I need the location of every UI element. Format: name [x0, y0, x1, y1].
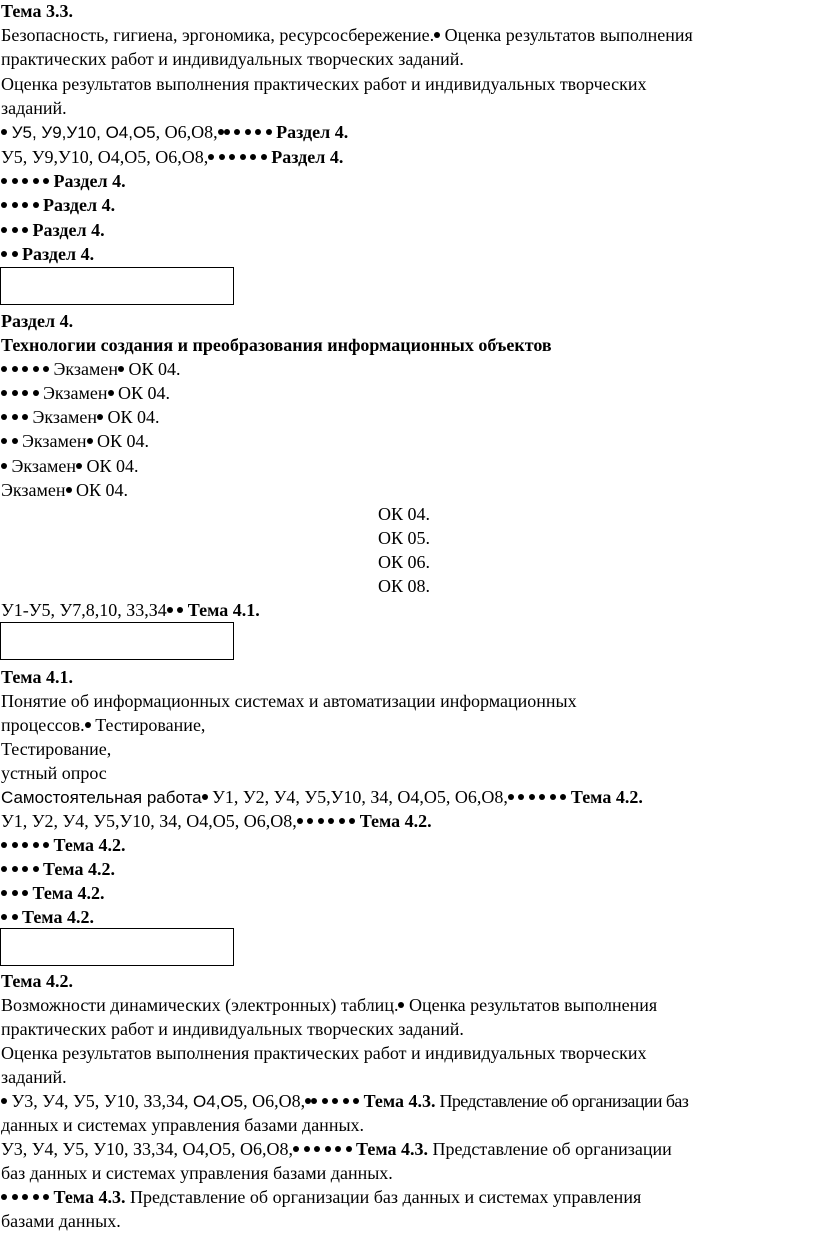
text-line: Самостоятельная работа У1, У2, У4, У5,У10, З4, О4,О5, О6,О8, Тема 4.2.: [1, 787, 643, 807]
bullet-icon: [22, 227, 28, 233]
text-line: Экзамен ОК 04.: [1, 430, 149, 452]
bullet-icon: [297, 818, 303, 824]
bullet-icon: [255, 129, 261, 135]
text-line: У5, У9,У10, О4,О5, О6,О8, Раздел 4.: [1, 147, 344, 167]
bullet-icon: [22, 890, 28, 896]
text-line: заданий.: [1, 1067, 67, 1087]
bullet-icon: [245, 129, 251, 135]
topic-heading: Тема 3.3.: [1, 1, 73, 21]
text-line: У3, У4, У5, У10, З3,З4, О4,О5, О6,О8, Тема 4.3. Представление об организации баз: [1, 1090, 688, 1113]
bullet-icon: [434, 32, 440, 38]
bullet-icon: [12, 438, 18, 444]
text-line: Раздел 4.: [1, 170, 126, 192]
text-line: Тема 4.2.: [1, 858, 115, 880]
section-subtitle: Технологии создания и преобразования информационных объектов: [1, 335, 552, 355]
bullet-icon: [1, 129, 7, 135]
bullet-icon: [318, 818, 324, 824]
bullet-icon: [33, 366, 39, 372]
bullet-icon: [12, 178, 18, 184]
text-line: базами данных.: [1, 1211, 121, 1231]
bullet-icon: [12, 202, 18, 208]
bullet-icon: [22, 842, 28, 848]
bullet-icon: [108, 390, 114, 396]
bullet-icon: [202, 794, 208, 800]
bullet-icon: [218, 129, 224, 135]
bullet-icon: [12, 842, 18, 848]
text-line: практических работ и индивидуальных творческих заданий.: [1, 49, 464, 69]
bullet-icon: [307, 818, 313, 824]
competency-code: ОК 06.: [378, 552, 431, 572]
bullet-icon: [22, 178, 28, 184]
bullet-icon: [33, 390, 39, 396]
bullet-icon: [234, 129, 240, 135]
bullet-icon: [33, 178, 39, 184]
bullet-icon: [1, 390, 7, 396]
bullet-icon: [12, 414, 18, 420]
bullet-icon: [97, 414, 103, 420]
section-heading: Раздел 4.: [1, 311, 74, 331]
bullet-icon: [118, 366, 124, 372]
text-line: баз данных и системах управления базами данных.: [1, 1163, 393, 1183]
text-line: Раздел 4.: [1, 219, 105, 241]
empty-table-cell: [0, 267, 234, 305]
bullet-icon: [1, 866, 7, 872]
text-line: Тема 4.2.: [1, 834, 125, 856]
bullet-icon: [85, 722, 91, 728]
bullet-icon: [33, 202, 39, 208]
bullet-icon: [261, 154, 267, 160]
bullet-icon: [1, 914, 7, 920]
bullet-icon: [1, 1098, 7, 1104]
bullet-icon: [33, 842, 39, 848]
text-line: Раздел 4.: [1, 194, 115, 216]
text-line: процессов. Тестирование,: [1, 715, 206, 735]
bullet-icon: [1, 366, 7, 372]
bullet-icon: [322, 1098, 328, 1104]
bullet-icon: [12, 390, 18, 396]
bullet-icon: [167, 607, 173, 613]
text-line: Тестирование,: [1, 739, 112, 759]
empty-table-cell: [0, 622, 234, 660]
text-line: Экзамен ОК 04.: [1, 358, 181, 380]
bullet-icon: [1, 842, 7, 848]
bullet-icon: [1, 178, 7, 184]
bullet-icon: [293, 1146, 299, 1152]
bullet-icon: [12, 227, 18, 233]
bullet-icon: [43, 1194, 49, 1200]
text-line: Раздел 4.: [1, 243, 94, 265]
bullet-icon: [12, 866, 18, 872]
topic-heading: Тема 4.1.: [1, 667, 73, 687]
bullet-icon: [353, 1098, 359, 1104]
bullet-icon: [328, 818, 334, 824]
bullet-icon: [1, 463, 7, 469]
bullet-icon: [22, 1194, 28, 1200]
text-line: заданий.: [1, 98, 67, 118]
text-line: Оценка результатов выполнения практических работ и индивидуальных творческих: [1, 74, 647, 94]
text-line: практических работ и индивидуальных творческих заданий.: [1, 1019, 464, 1039]
text-line: Тема 4.3. Представление об организации баз данных и системах управления: [1, 1186, 641, 1208]
bullet-icon: [311, 1098, 317, 1104]
text-line: У1, У2, У4, У5,У10, З4, О4,О5, О6,О8, Тема 4.2.: [1, 811, 432, 831]
text-line: устный опрос: [1, 763, 107, 783]
bullet-icon: [304, 1146, 310, 1152]
bullet-icon: [224, 129, 230, 135]
bullet-icon: [22, 866, 28, 872]
bullet-icon: [266, 129, 272, 135]
text-line: У3, У4, У5, У10, З3,З4, О4,О5, О6,О8, Тема 4.3. Представление об организации: [1, 1139, 672, 1159]
bullet-icon: [12, 251, 18, 257]
bullet-icon: [343, 1098, 349, 1104]
bullet-icon: [22, 366, 28, 372]
bullet-icon: [1, 227, 7, 233]
bullet-icon: [1, 414, 7, 420]
bullet-icon: [66, 487, 72, 493]
text-line: Экзамен ОК 04.: [1, 382, 170, 404]
text-line: Экзамен ОК 04.: [1, 406, 160, 428]
bullet-icon: [550, 794, 556, 800]
text-line: Тема 4.2.: [1, 882, 104, 904]
bullet-icon: [12, 890, 18, 896]
bullet-icon: [1, 438, 7, 444]
bullet-icon: [43, 366, 49, 372]
bullet-icon: [87, 438, 93, 444]
text-line: Понятие об информационных системах и автоматизации информационных: [1, 691, 577, 711]
bullet-icon: [508, 794, 514, 800]
bullet-icon: [229, 154, 235, 160]
text-line: Возможности динамических (электронных) таблиц. Оценка результатов выполнения: [1, 995, 658, 1015]
bullet-icon: [1, 890, 7, 896]
bullet-icon: [76, 463, 82, 469]
bullet-icon: [518, 794, 524, 800]
bullet-icon: [22, 202, 28, 208]
text-line: У1-У5, У7,8,10, З3,З4 Тема 4.1.: [1, 600, 260, 620]
bullet-icon: [1, 251, 7, 257]
bullet-icon: [22, 390, 28, 396]
text-line: Экзамен ОК 04.: [1, 455, 139, 477]
bullet-icon: [43, 178, 49, 184]
bullet-icon: [12, 366, 18, 372]
text-line: данных и системах управления базами данных.: [1, 1115, 365, 1135]
bullet-icon: [250, 154, 256, 160]
bullet-icon: [1, 202, 7, 208]
text-line: Экзамен ОК 04.: [1, 480, 129, 500]
bullet-icon: [12, 914, 18, 920]
topic-heading: Тема 4.2.: [1, 971, 73, 991]
bullet-icon: [240, 154, 246, 160]
competency-code: ОК 08.: [378, 576, 431, 596]
bullet-icon: [219, 154, 225, 160]
bullet-icon: [43, 842, 49, 848]
bullet-icon: [12, 1194, 18, 1200]
bullet-icon: [22, 414, 28, 420]
bullet-icon: [539, 794, 545, 800]
competency-code: ОК 04.: [378, 504, 431, 524]
bullet-icon: [33, 866, 39, 872]
bullet-icon: [1, 1194, 7, 1200]
bullet-icon: [339, 818, 345, 824]
bullet-icon: [208, 154, 214, 160]
bullet-icon: [314, 1146, 320, 1152]
text-line: У5, У9,У10, О4,О5, О6,О8, Раздел 4.: [1, 121, 348, 144]
bullet-icon: [325, 1146, 331, 1152]
bullet-icon: [332, 1098, 338, 1104]
bullet-icon: [33, 1194, 39, 1200]
empty-table-cell: [0, 928, 234, 966]
bullet-icon: [346, 1146, 352, 1152]
bullet-icon: [335, 1146, 341, 1152]
bullet-icon: [529, 794, 535, 800]
text-line: Тема 4.2.: [1, 906, 94, 928]
text-line: Безопасность, гигиена, эргономика, ресурсосбережение. Оценка результатов выполнения: [1, 25, 693, 45]
text-line: Оценка результатов выполнения практических работ и индивидуальных творческих: [1, 1043, 647, 1063]
competency-code: ОК 05.: [378, 528, 431, 548]
